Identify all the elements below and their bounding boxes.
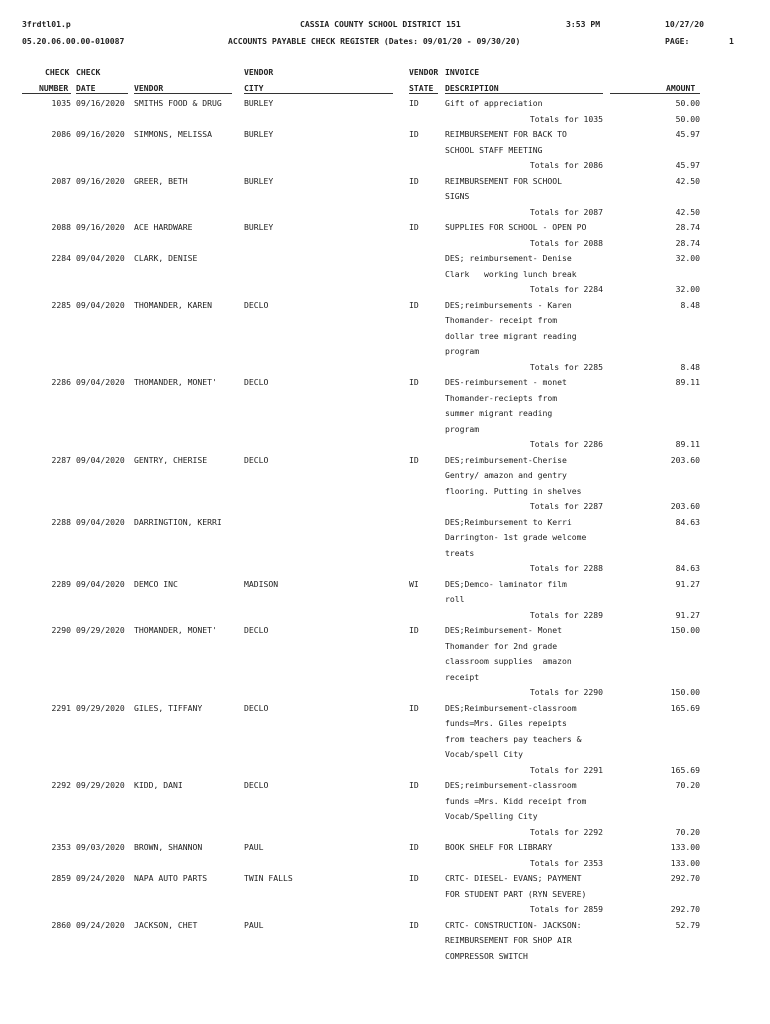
line-amount: 91.27 bbox=[675, 578, 700, 589]
check-total-label: Totals for 2288 bbox=[529, 563, 603, 573]
vendor-state: ID bbox=[409, 175, 419, 186]
check-total-label: Totals for 2086 bbox=[529, 160, 603, 170]
underline-check-number bbox=[22, 93, 71, 94]
col-vendor: VENDOR bbox=[134, 83, 164, 93]
invoice-description: COMPRESSOR SWITCH bbox=[445, 950, 528, 961]
program-id: 3frdtl01.p bbox=[22, 19, 71, 29]
check-date: 09/24/2020 bbox=[76, 873, 125, 883]
invoice-description: flooring. Putting in shelves bbox=[445, 485, 582, 496]
vendor-state: ID bbox=[409, 299, 419, 310]
vendor-name: JACKSON, CHET bbox=[134, 919, 198, 930]
check-date: 09/04/2020 bbox=[76, 516, 125, 527]
invoice-description: DES; reimbursement- Denise bbox=[445, 253, 572, 263]
check-date: 09/16/2020 bbox=[76, 129, 125, 139]
check-total-label: Totals for 2286 bbox=[529, 439, 603, 449]
vendor-city: DECLO bbox=[244, 780, 269, 790]
line-amount: 52.79 bbox=[675, 919, 700, 930]
check-total-label: Totals for 2859 bbox=[529, 904, 603, 914]
invoice-description: treats bbox=[445, 547, 475, 558]
vendor-name: THOMANDER, MONET' bbox=[134, 625, 217, 635]
col-city: CITY bbox=[244, 83, 264, 93]
vendor-name: GENTRY, CHERISE bbox=[134, 454, 208, 465]
invoice-description: Clark working lunch break bbox=[445, 268, 577, 279]
district-name: CASSIA COUNTY SCHOOL DISTRICT 151 bbox=[300, 19, 461, 29]
check-total-label: Totals for 2291 bbox=[529, 764, 603, 775]
vendor-city: DECLO bbox=[244, 625, 269, 635]
vendor-name: DARRINGTION, KERRI bbox=[134, 516, 222, 527]
check-total-amount: 133.00 bbox=[670, 857, 700, 868]
invoice-description: DES;reimbursement-Cherise bbox=[445, 454, 567, 465]
col-state: STATE bbox=[409, 83, 434, 93]
page-label: PAGE: bbox=[665, 36, 690, 46]
check-total-amount: 203.60 bbox=[670, 501, 700, 511]
vendor-state: ID bbox=[409, 919, 419, 930]
check-total-label: Totals for 2087 bbox=[529, 206, 603, 217]
invoice-description: DES;reimbursements - Karen bbox=[445, 299, 572, 310]
vendor-city: DECLO bbox=[244, 377, 269, 387]
vendor-name: SIMMONS, MELISSA bbox=[134, 129, 212, 139]
check-total-amount: 84.63 bbox=[675, 563, 700, 573]
vendor-name: DEMCO INC bbox=[134, 578, 178, 589]
check-number: 2286 bbox=[51, 377, 71, 387]
vendor-name: NAPA AUTO PARTS bbox=[134, 873, 208, 883]
check-total-label: Totals for 2289 bbox=[529, 609, 603, 620]
invoice-description: program bbox=[445, 423, 480, 434]
check-number: 2086 bbox=[51, 129, 71, 139]
vendor-city: DECLO bbox=[244, 702, 269, 713]
vendor-name: BROWN, SHANNON bbox=[134, 842, 203, 852]
check-number: 2860 bbox=[51, 919, 71, 930]
check-date: 09/29/2020 bbox=[76, 625, 125, 635]
underline-description bbox=[445, 93, 603, 94]
col-vendor-state-top: VENDOR bbox=[409, 67, 439, 77]
check-total-amount: 91.27 bbox=[675, 609, 700, 620]
invoice-description: Vocab/Spelling City bbox=[445, 811, 538, 821]
invoice-description: receipt bbox=[445, 671, 480, 682]
line-amount: 292.70 bbox=[670, 873, 700, 883]
vendor-state: ID bbox=[409, 98, 419, 108]
check-total-label: Totals for 2285 bbox=[529, 361, 603, 372]
vendor-state: WI bbox=[409, 578, 419, 589]
invoice-description: Thomander for 2nd grade bbox=[445, 640, 558, 651]
vendor-city: BURLEY bbox=[244, 98, 274, 108]
col-invoice-top: INVOICE bbox=[445, 67, 480, 77]
check-total-amount: 8.48 bbox=[680, 361, 700, 372]
invoice-description: DES;reimbursement-classroom bbox=[445, 780, 577, 790]
invoice-description: program bbox=[445, 346, 480, 356]
vendor-state: ID bbox=[409, 842, 419, 852]
check-total-amount: 89.11 bbox=[675, 439, 700, 449]
invoice-description: DES;Reimbursement-classroom bbox=[445, 702, 577, 713]
check-total-label: Totals for 2290 bbox=[529, 687, 603, 697]
vendor-city: PAUL bbox=[244, 842, 264, 852]
invoice-description: DES;Reimbursement- Monet bbox=[445, 625, 562, 635]
invoice-description: DES;Demco- laminator film bbox=[445, 578, 567, 589]
invoice-description: funds=Mrs. Giles repeipts bbox=[445, 718, 567, 728]
invoice-description: Vocab/spell City bbox=[445, 749, 523, 759]
invoice-description: DES;Reimbursement to Kerri bbox=[445, 516, 572, 527]
underline-amount bbox=[610, 93, 700, 94]
invoice-description: CRTC- CONSTRUCTION- JACKSON: bbox=[445, 919, 582, 930]
check-date: 09/16/2020 bbox=[76, 222, 125, 232]
line-amount: 84.63 bbox=[675, 516, 700, 527]
invoice-description: SCHOOL STAFF MEETING bbox=[445, 144, 543, 155]
vendor-name: GREER, BETH bbox=[134, 175, 188, 186]
check-total-amount: 32.00 bbox=[675, 284, 700, 294]
vendor-name: SMITHS FOOD & DRUG bbox=[134, 98, 222, 108]
vendor-name: GILES, TIFFANY bbox=[134, 702, 203, 713]
invoice-description: REIMBURSEMENT FOR SHOP AIR bbox=[445, 935, 572, 945]
line-amount: 165.69 bbox=[670, 702, 700, 713]
invoice-description: REIMBURSEMENT FOR SCHOOL bbox=[445, 175, 562, 186]
col-date: DATE bbox=[76, 83, 96, 93]
vendor-city: MADISON bbox=[244, 578, 279, 589]
invoice-description: summer migrant reading bbox=[445, 408, 553, 418]
vendor-city: BURLEY bbox=[244, 129, 274, 139]
check-total-amount: 50.00 bbox=[675, 113, 700, 124]
invoice-description: Darrington- 1st grade welcome bbox=[445, 532, 587, 542]
check-number: 2292 bbox=[51, 780, 71, 790]
check-date: 09/04/2020 bbox=[76, 299, 125, 310]
check-total-label: Totals for 2284 bbox=[529, 284, 603, 294]
vendor-city: BURLEY bbox=[244, 175, 274, 186]
invoice-description: FOR STUDENT PART (RYN SEVERE) bbox=[445, 888, 587, 899]
line-amount: 133.00 bbox=[670, 842, 700, 852]
line-amount: 42.50 bbox=[675, 175, 700, 186]
line-amount: 45.97 bbox=[675, 129, 700, 139]
vendor-state: ID bbox=[409, 377, 419, 387]
line-amount: 150.00 bbox=[670, 625, 700, 635]
check-number: 2285 bbox=[51, 299, 71, 310]
invoice-description: SUPPLIES FOR SCHOOL - OPEN PO bbox=[445, 222, 587, 232]
check-number: 2289 bbox=[51, 578, 71, 589]
check-total-label: Totals for 2088 bbox=[529, 237, 603, 248]
invoice-description: Thomander- receipt from bbox=[445, 315, 558, 325]
check-total-label: Totals for 2353 bbox=[529, 857, 603, 868]
vendor-state: ID bbox=[409, 625, 419, 635]
line-amount: 28.74 bbox=[675, 222, 700, 232]
check-date: 09/04/2020 bbox=[76, 454, 125, 465]
check-date: 09/24/2020 bbox=[76, 919, 125, 930]
invoice-description: from teachers pay teachers & bbox=[445, 733, 582, 744]
check-total-amount: 45.97 bbox=[675, 160, 700, 170]
line-amount: 89.11 bbox=[675, 377, 700, 387]
report-title: ACCOUNTS PAYABLE CHECK REGISTER (Dates: 09/01/20 - 09/30/20) bbox=[228, 36, 521, 46]
invoice-description: DES-reimbursement - monet bbox=[445, 377, 567, 387]
check-number: 2284 bbox=[51, 253, 71, 263]
report-date: 10/27/20 bbox=[665, 19, 704, 29]
invoice-description: Thomander-reciepts from bbox=[445, 392, 558, 403]
vendor-name: THOMANDER, MONET' bbox=[134, 377, 217, 387]
vendor-state: ID bbox=[409, 873, 419, 883]
check-number: 2088 bbox=[51, 222, 71, 232]
check-number: 2353 bbox=[51, 842, 71, 852]
invoice-description: roll bbox=[445, 594, 465, 604]
vendor-name: THOMANDER, KAREN bbox=[134, 299, 212, 310]
check-date: 09/16/2020 bbox=[76, 175, 125, 186]
invoice-description: Gentry/ amazon and gentry bbox=[445, 470, 567, 480]
vendor-name: CLARK, DENISE bbox=[134, 253, 198, 263]
page-number: 1 bbox=[729, 36, 734, 46]
vendor-city: DECLO bbox=[244, 299, 269, 310]
vendor-state: ID bbox=[409, 222, 419, 232]
vendor-state: ID bbox=[409, 702, 419, 713]
check-number: 2291 bbox=[51, 702, 71, 713]
check-number: 2087 bbox=[51, 175, 71, 186]
vendor-city: TWIN FALLS bbox=[244, 873, 293, 883]
software-version: 05.20.06.00.00-010087 bbox=[22, 36, 125, 46]
line-amount: 203.60 bbox=[670, 454, 700, 465]
underline-state bbox=[409, 93, 438, 94]
check-total-label: Totals for 2287 bbox=[529, 501, 603, 511]
underline-city bbox=[244, 93, 393, 94]
vendor-name: ACE HARDWARE bbox=[134, 222, 193, 232]
check-date: 09/04/2020 bbox=[76, 377, 125, 387]
col-check-number: NUMBER bbox=[39, 83, 69, 93]
invoice-description: BOOK SHELF FOR LIBRARY bbox=[445, 842, 553, 852]
check-number: 2290 bbox=[51, 625, 71, 635]
check-date: 09/03/2020 bbox=[76, 842, 125, 852]
check-number: 2288 bbox=[51, 516, 71, 527]
invoice-description: dollar tree migrant reading bbox=[445, 330, 577, 341]
vendor-state: ID bbox=[409, 129, 419, 139]
vendor-state: ID bbox=[409, 780, 419, 790]
invoice-description: CRTC- DIESEL- EVANS; PAYMENT bbox=[445, 873, 582, 883]
col-description: DESCRIPTION bbox=[445, 83, 499, 93]
check-total-label: Totals for 2292 bbox=[529, 826, 603, 837]
col-check-top: CHECK bbox=[45, 67, 70, 77]
vendor-city: DECLO bbox=[244, 454, 269, 465]
line-amount: 8.48 bbox=[680, 299, 700, 310]
check-date: 09/04/2020 bbox=[76, 578, 125, 589]
vendor-city: PAUL bbox=[244, 919, 264, 930]
report-time: 3:53 PM bbox=[566, 19, 601, 29]
check-total-amount: 150.00 bbox=[670, 687, 700, 697]
col-check2-top: CHECK bbox=[76, 67, 101, 77]
check-total-amount: 292.70 bbox=[670, 904, 700, 914]
check-total-amount: 70.20 bbox=[675, 826, 700, 837]
invoice-description: Gift of appreciation bbox=[445, 98, 543, 108]
vendor-city: BURLEY bbox=[244, 222, 274, 232]
invoice-description: REIMBURSEMENT FOR BACK TO bbox=[445, 129, 567, 139]
check-date: 09/29/2020 bbox=[76, 702, 125, 713]
check-date: 09/04/2020 bbox=[76, 253, 125, 263]
line-amount: 32.00 bbox=[675, 253, 700, 263]
check-number: 2859 bbox=[51, 873, 71, 883]
vendor-state: ID bbox=[409, 454, 419, 465]
check-total-label: Totals for 1035 bbox=[529, 113, 603, 124]
check-number: 1035 bbox=[51, 98, 71, 108]
invoice-description: classroom supplies amazon bbox=[445, 656, 572, 666]
check-total-amount: 165.69 bbox=[670, 764, 700, 775]
invoice-description: SIGNS bbox=[445, 191, 470, 201]
line-amount: 50.00 bbox=[675, 98, 700, 108]
check-total-amount: 42.50 bbox=[675, 206, 700, 217]
check-date: 09/16/2020 bbox=[76, 98, 125, 108]
check-number: 2287 bbox=[51, 454, 71, 465]
invoice-description: funds =Mrs. Kidd receipt from bbox=[445, 795, 587, 806]
line-amount: 70.20 bbox=[675, 780, 700, 790]
col-vendor-city-top: VENDOR bbox=[244, 67, 274, 77]
col-amount: AMOUNT bbox=[666, 83, 696, 93]
vendor-name: KIDD, DANI bbox=[134, 780, 183, 790]
check-date: 09/29/2020 bbox=[76, 780, 125, 790]
check-total-amount: 28.74 bbox=[675, 237, 700, 248]
underline-date bbox=[76, 93, 128, 94]
underline-vendor bbox=[134, 93, 232, 94]
